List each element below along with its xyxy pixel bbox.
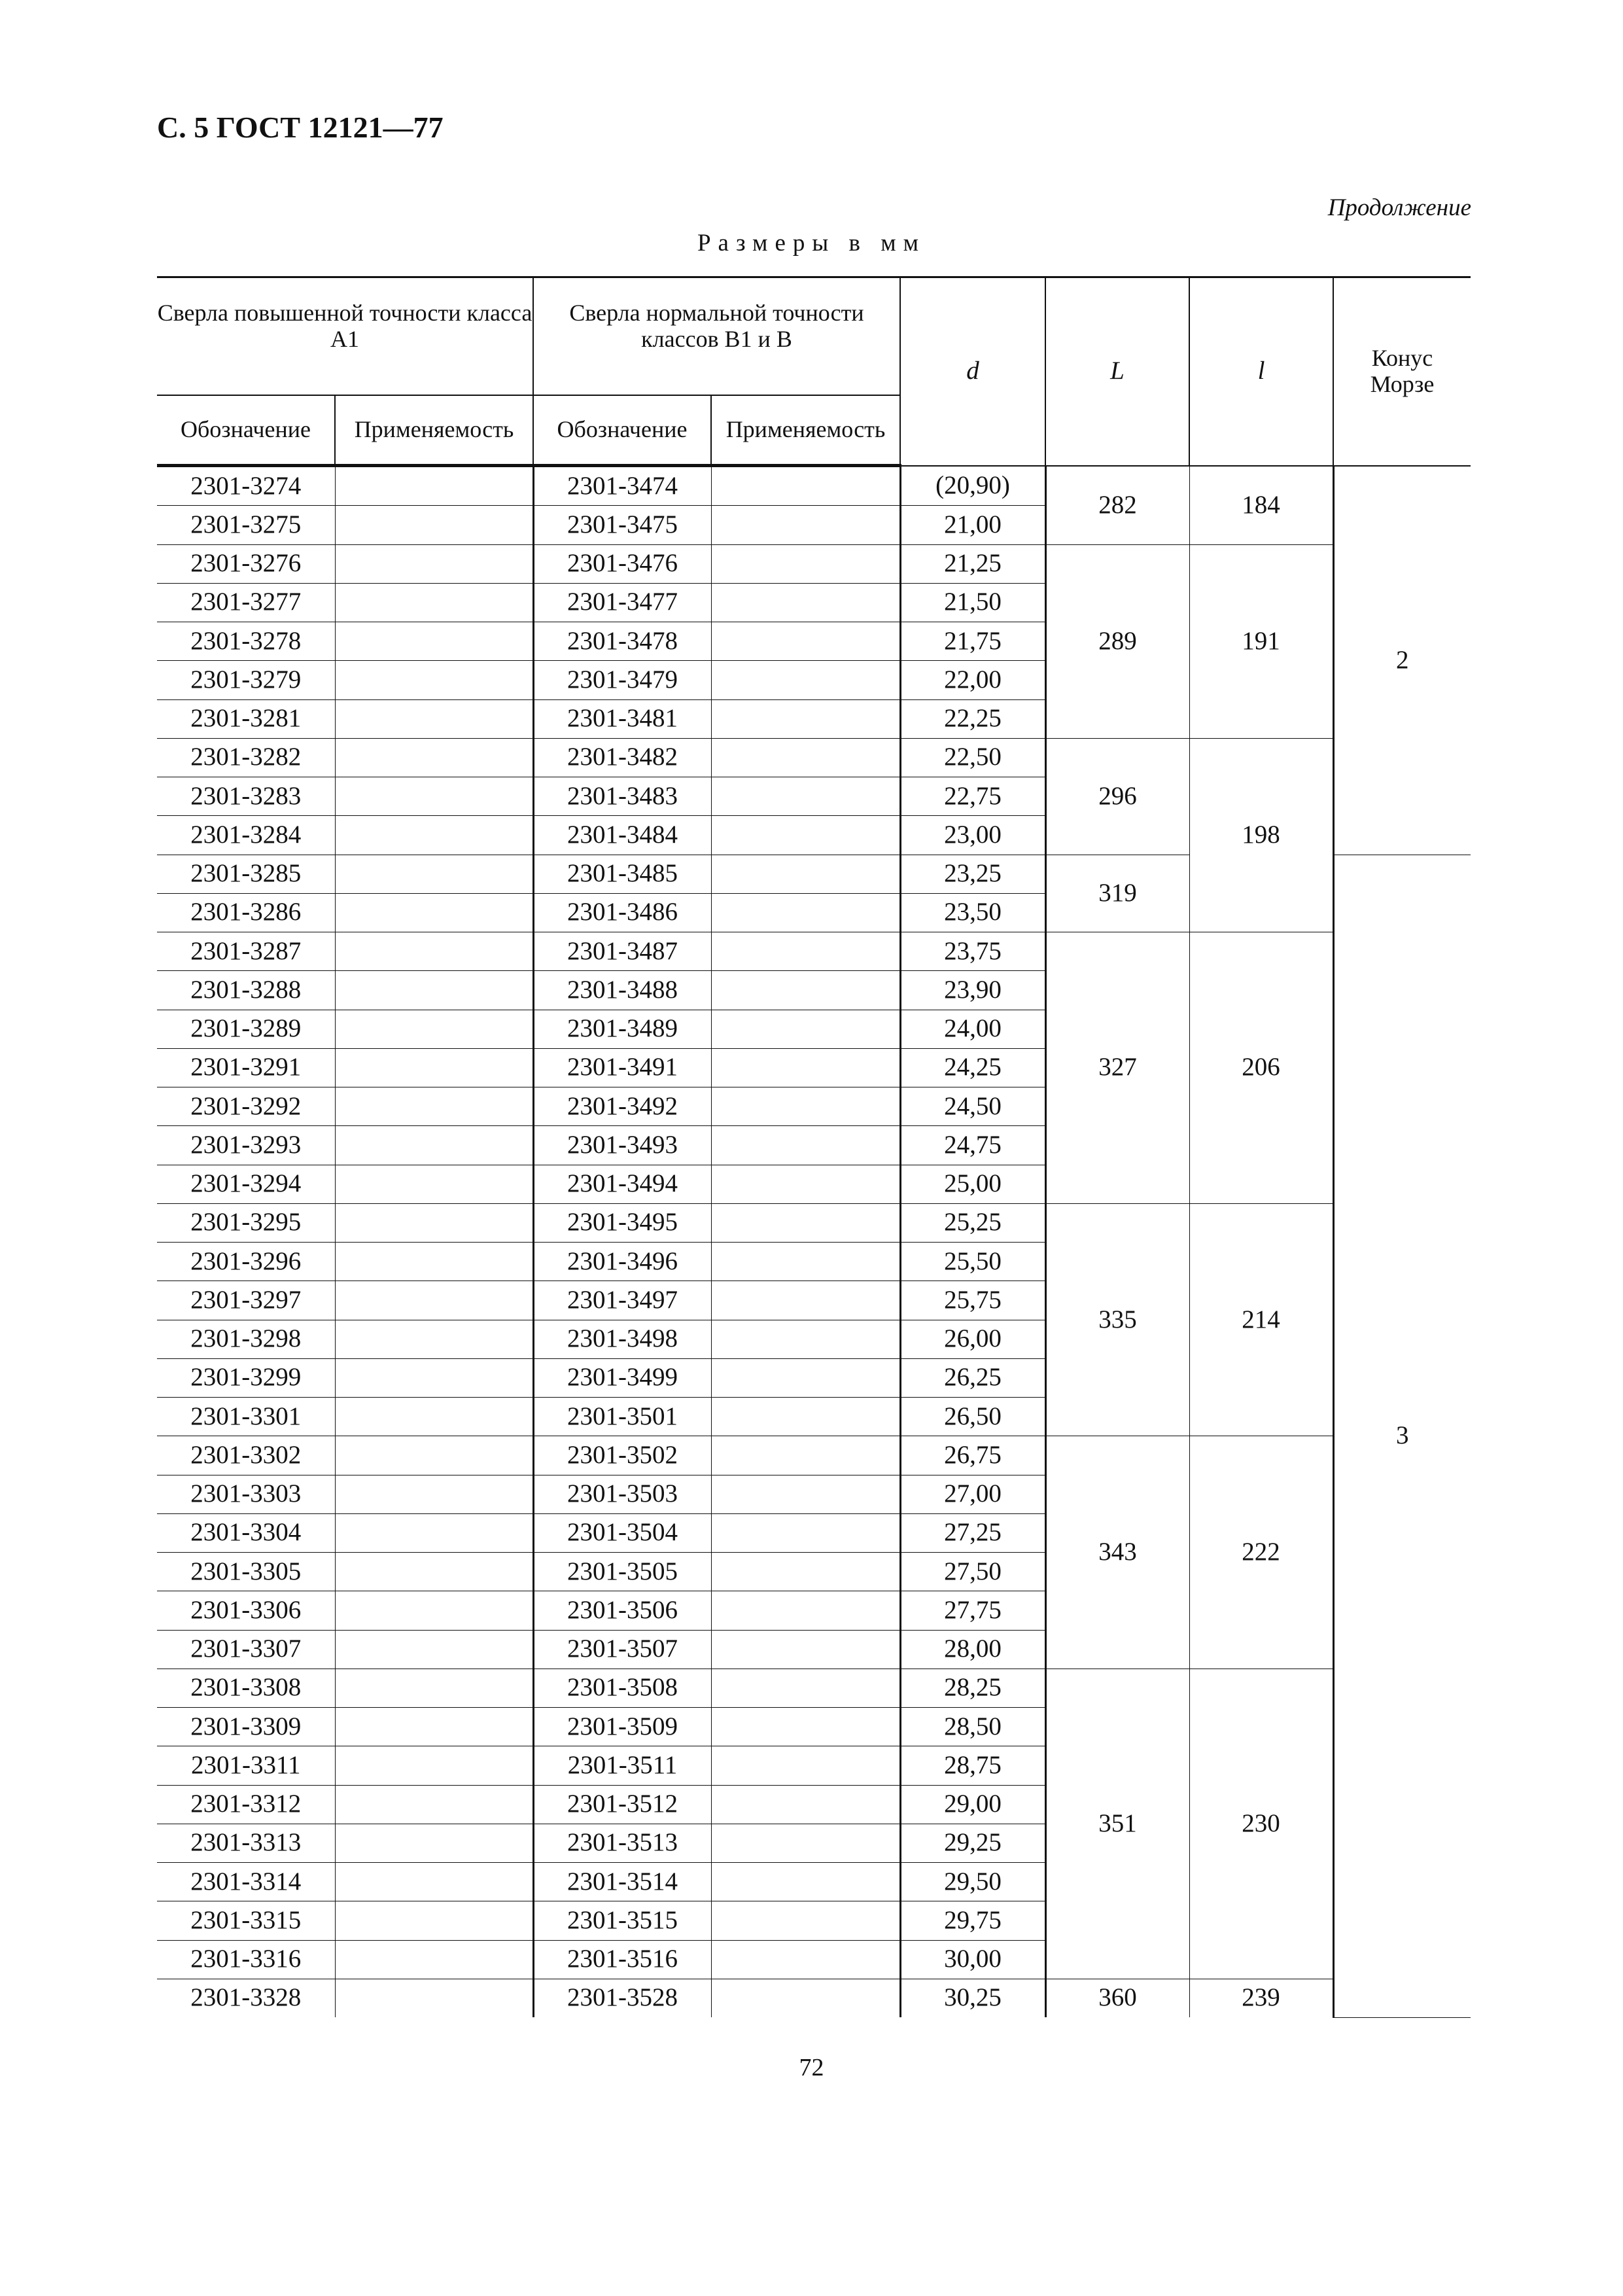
designation-a1-cell: 2301-3306	[157, 1591, 335, 1630]
designation-a1-cell: 2301-3285	[157, 855, 335, 893]
diameter-cell: 24,50	[900, 1087, 1045, 1126]
diameter-cell: 26,25	[900, 1358, 1045, 1397]
applicability-b-cell	[711, 1513, 900, 1552]
applicability-a1-cell	[335, 893, 533, 932]
applicability-b-cell	[711, 1398, 900, 1436]
length-l-cell: 184	[1189, 466, 1333, 545]
designation-b-cell: 2301-3528	[533, 1979, 711, 2017]
units-caption: Размеры в мм	[697, 230, 926, 256]
designation-a1-cell: 2301-3274	[157, 466, 335, 506]
designation-b-cell: 2301-3503	[533, 1475, 711, 1513]
page-number: 72	[799, 2054, 824, 2081]
diameter-cell: 30,00	[900, 1940, 1045, 1979]
applicability-b-cell	[711, 777, 900, 816]
morse-cone-cell: 2	[1333, 466, 1471, 855]
designation-a1-cell: 2301-3312	[157, 1785, 335, 1824]
applicability-a1-cell	[335, 1746, 533, 1785]
designation-a1-cell: 2301-3276	[157, 544, 335, 583]
applicability-b-cell	[711, 661, 900, 699]
designation-b-cell: 2301-3475	[533, 506, 711, 544]
designation-b-cell: 2301-3478	[533, 622, 711, 661]
designation-b-cell: 2301-3482	[533, 738, 711, 777]
length-L-cell: 360	[1045, 1979, 1189, 2017]
diameter-cell: 30,25	[900, 1979, 1045, 2017]
designation-a1-cell: 2301-3302	[157, 1436, 335, 1475]
diameter-cell: (20,90)	[900, 466, 1045, 506]
diameter-cell: 28,00	[900, 1630, 1045, 1669]
applicability-b-cell	[711, 1669, 900, 1707]
col-header-b-designation: Обозначение	[533, 395, 711, 466]
length-l-cell: 198	[1189, 738, 1333, 932]
applicability-a1-cell	[335, 971, 533, 1010]
length-l-cell: 214	[1189, 1203, 1333, 1436]
designation-b-cell: 2301-3513	[533, 1824, 711, 1862]
diameter-cell: 23,00	[900, 816, 1045, 855]
designation-a1-cell: 2301-3315	[157, 1901, 335, 1940]
designation-a1-cell: 2301-3283	[157, 777, 335, 816]
table-row	[157, 544, 1471, 583]
designation-b-cell: 2301-3486	[533, 893, 711, 932]
col-header-a1-designation: Обозначение	[157, 395, 335, 466]
designation-a1-cell: 2301-3301	[157, 1398, 335, 1436]
applicability-b-cell	[711, 1087, 900, 1126]
designation-b-cell: 2301-3493	[533, 1126, 711, 1165]
designation-a1-cell: 2301-3293	[157, 1126, 335, 1165]
designation-a1-cell: 2301-3291	[157, 1048, 335, 1087]
applicability-a1-cell	[335, 1203, 533, 1242]
applicability-a1-cell	[335, 1358, 533, 1397]
continuation-label: Продолжение	[1327, 194, 1471, 221]
applicability-b-cell	[711, 1436, 900, 1475]
applicability-b-cell	[711, 1010, 900, 1048]
designation-a1-cell: 2301-3289	[157, 1010, 335, 1048]
applicability-b-cell	[711, 1824, 900, 1862]
designation-a1-cell: 2301-3287	[157, 932, 335, 971]
designation-a1-cell: 2301-3309	[157, 1708, 335, 1746]
applicability-a1-cell	[335, 1010, 533, 1048]
applicability-b-cell	[711, 1863, 900, 1901]
applicability-b-cell	[711, 506, 900, 544]
applicability-b-cell	[711, 893, 900, 932]
designation-a1-cell: 2301-3328	[157, 1979, 335, 2017]
applicability-b-cell	[711, 932, 900, 971]
designation-a1-cell: 2301-3313	[157, 1824, 335, 1862]
length-L-cell: 296	[1045, 738, 1189, 855]
diameter-cell: 23,75	[900, 932, 1045, 971]
designation-a1-cell: 2301-3288	[157, 971, 335, 1010]
applicability-a1-cell	[335, 544, 533, 583]
designation-a1-cell: 2301-3292	[157, 1087, 335, 1126]
length-L-cell: 327	[1045, 932, 1189, 1204]
table-row	[157, 1669, 1471, 1707]
designation-b-cell: 2301-3497	[533, 1281, 711, 1320]
designation-a1-cell: 2301-3314	[157, 1863, 335, 1901]
group-header-b: Сверла нормальной точности классов В1 и В	[533, 277, 900, 396]
designation-a1-cell: 2301-3278	[157, 622, 335, 661]
applicability-a1-cell	[335, 1398, 533, 1436]
designation-a1-cell: 2301-3316	[157, 1940, 335, 1979]
applicability-b-cell	[711, 1708, 900, 1746]
applicability-a1-cell	[335, 1901, 533, 1940]
designation-b-cell: 2301-3484	[533, 816, 711, 855]
designation-b-cell: 2301-3502	[533, 1436, 711, 1475]
applicability-b-cell	[711, 1048, 900, 1087]
length-l-cell: 222	[1189, 1436, 1333, 1669]
applicability-a1-cell	[335, 466, 533, 506]
length-L-cell: 282	[1045, 466, 1189, 545]
applicability-b-cell	[711, 1165, 900, 1203]
designation-a1-cell: 2301-3303	[157, 1475, 335, 1513]
length-l-cell: 230	[1189, 1669, 1333, 1979]
applicability-a1-cell	[335, 1087, 533, 1126]
applicability-a1-cell	[335, 738, 533, 777]
diameter-cell: 24,25	[900, 1048, 1045, 1087]
designation-a1-cell: 2301-3311	[157, 1746, 335, 1785]
designation-b-cell: 2301-3509	[533, 1708, 711, 1746]
designation-b-cell: 2301-3516	[533, 1940, 711, 1979]
designation-b-cell: 2301-3485	[533, 855, 711, 893]
table-row	[157, 1203, 1471, 1242]
diameter-cell: 23,50	[900, 893, 1045, 932]
designation-b-cell: 2301-3481	[533, 699, 711, 738]
diameter-cell: 23,90	[900, 971, 1045, 1010]
applicability-b-cell	[711, 816, 900, 855]
designation-a1-cell: 2301-3282	[157, 738, 335, 777]
applicability-a1-cell	[335, 855, 533, 893]
designation-a1-cell: 2301-3295	[157, 1203, 335, 1242]
applicability-b-cell	[711, 1785, 900, 1824]
applicability-a1-cell	[335, 1513, 533, 1552]
designation-a1-cell: 2301-3305	[157, 1553, 335, 1591]
designation-a1-cell: 2301-3307	[157, 1630, 335, 1669]
designation-a1-cell: 2301-3296	[157, 1243, 335, 1281]
applicability-b-cell	[711, 1746, 900, 1785]
applicability-a1-cell	[335, 699, 533, 738]
table-row	[157, 1436, 1471, 1475]
applicability-b-cell	[711, 1901, 900, 1940]
applicability-b-cell	[711, 1591, 900, 1630]
table-row	[157, 1979, 1471, 2017]
designation-b-cell: 2301-3511	[533, 1746, 711, 1785]
applicability-b-cell	[711, 1243, 900, 1281]
diameter-cell: 22,25	[900, 699, 1045, 738]
diameter-cell: 22,50	[900, 738, 1045, 777]
diameter-cell: 29,00	[900, 1785, 1045, 1824]
morse-cone-cell: 3	[1333, 855, 1471, 2017]
designation-a1-cell: 2301-3284	[157, 816, 335, 855]
designation-b-cell: 2301-3504	[533, 1513, 711, 1552]
designation-a1-cell: 2301-3304	[157, 1513, 335, 1552]
applicability-b-cell	[711, 1320, 900, 1358]
length-L-cell: 289	[1045, 544, 1189, 738]
length-l-cell: 206	[1189, 932, 1333, 1204]
diameter-cell: 24,75	[900, 1126, 1045, 1165]
table-row	[157, 738, 1471, 777]
applicability-a1-cell	[335, 622, 533, 661]
diameter-cell: 26,75	[900, 1436, 1045, 1475]
designation-b-cell: 2301-3474	[533, 466, 711, 506]
designation-a1-cell: 2301-3281	[157, 699, 335, 738]
diameter-cell: 27,50	[900, 1553, 1045, 1591]
diameter-cell: 28,50	[900, 1708, 1045, 1746]
applicability-b-cell	[711, 699, 900, 738]
diameter-cell: 28,75	[900, 1746, 1045, 1785]
designation-b-cell: 2301-3507	[533, 1630, 711, 1669]
group-header-a1: Сверла повышенной точности класса А1	[157, 277, 533, 396]
diameter-cell: 21,75	[900, 622, 1045, 661]
drill-spec-table	[157, 276, 1471, 2018]
diameter-cell: 21,25	[900, 544, 1045, 583]
diameter-cell: 29,75	[900, 1901, 1045, 1940]
designation-b-cell: 2301-3491	[533, 1048, 711, 1087]
applicability-b-cell	[711, 738, 900, 777]
designation-a1-cell: 2301-3299	[157, 1358, 335, 1397]
applicability-b-cell	[711, 622, 900, 661]
diameter-cell: 21,50	[900, 583, 1045, 622]
designation-b-cell: 2301-3512	[533, 1785, 711, 1824]
applicability-b-cell	[711, 971, 900, 1010]
applicability-a1-cell	[335, 1591, 533, 1630]
col-header-morse-cone: Конус Морзе	[1333, 277, 1471, 466]
applicability-a1-cell	[335, 777, 533, 816]
designation-b-cell: 2301-3499	[533, 1358, 711, 1397]
designation-b-cell: 2301-3495	[533, 1203, 711, 1242]
applicability-b-cell	[711, 1940, 900, 1979]
designation-b-cell: 2301-3498	[533, 1320, 711, 1358]
applicability-b-cell	[711, 1979, 900, 2017]
applicability-a1-cell	[335, 1126, 533, 1165]
diameter-cell: 27,25	[900, 1513, 1045, 1552]
designation-b-cell: 2301-3506	[533, 1591, 711, 1630]
diameter-cell: 26,50	[900, 1398, 1045, 1436]
applicability-a1-cell	[335, 1320, 533, 1358]
designation-a1-cell: 2301-3294	[157, 1165, 335, 1203]
applicability-a1-cell	[335, 1979, 533, 2017]
diameter-cell: 24,00	[900, 1010, 1045, 1048]
diameter-cell: 22,75	[900, 777, 1045, 816]
designation-b-cell: 2301-3483	[533, 777, 711, 816]
applicability-b-cell	[711, 1126, 900, 1165]
length-L-cell: 343	[1045, 1436, 1189, 1669]
applicability-a1-cell	[335, 1048, 533, 1087]
applicability-a1-cell	[335, 816, 533, 855]
applicability-b-cell	[711, 1203, 900, 1242]
designation-b-cell: 2301-3515	[533, 1901, 711, 1940]
designation-b-cell: 2301-3514	[533, 1863, 711, 1901]
applicability-a1-cell	[335, 1863, 533, 1901]
diameter-cell: 23,25	[900, 855, 1045, 893]
designation-b-cell: 2301-3477	[533, 583, 711, 622]
table-row	[157, 466, 1471, 506]
diameter-cell: 25,25	[900, 1203, 1045, 1242]
diameter-cell: 29,50	[900, 1863, 1045, 1901]
diameter-cell: 25,00	[900, 1165, 1045, 1203]
applicability-b-cell	[711, 544, 900, 583]
applicability-a1-cell	[335, 1243, 533, 1281]
designation-b-cell: 2301-3505	[533, 1553, 711, 1591]
applicability-a1-cell	[335, 1669, 533, 1707]
applicability-b-cell	[711, 855, 900, 893]
diameter-cell: 22,00	[900, 661, 1045, 699]
designation-b-cell: 2301-3476	[533, 544, 711, 583]
col-header-b-applicability: Применяемость	[711, 395, 900, 466]
designation-b-cell: 2301-3496	[533, 1243, 711, 1281]
diameter-cell: 29,25	[900, 1824, 1045, 1862]
diameter-cell: 26,00	[900, 1320, 1045, 1358]
applicability-a1-cell	[335, 1940, 533, 1979]
diameter-cell: 25,75	[900, 1281, 1045, 1320]
applicability-a1-cell	[335, 1630, 533, 1669]
applicability-a1-cell	[335, 1553, 533, 1591]
designation-b-cell: 2301-3489	[533, 1010, 711, 1048]
applicability-b-cell	[711, 583, 900, 622]
applicability-a1-cell	[335, 506, 533, 544]
drill-spec-table-wrap	[157, 276, 1471, 2018]
col-header-l: l	[1189, 277, 1333, 466]
applicability-a1-cell	[335, 932, 533, 971]
length-l-cell: 239	[1189, 1979, 1333, 2017]
applicability-a1-cell	[335, 1281, 533, 1320]
designation-b-cell: 2301-3479	[533, 661, 711, 699]
applicability-a1-cell	[335, 1708, 533, 1746]
designation-a1-cell: 2301-3275	[157, 506, 335, 544]
drill-spec-table-body	[157, 466, 1471, 2018]
diameter-cell: 21,00	[900, 506, 1045, 544]
applicability-a1-cell	[335, 1785, 533, 1824]
length-l-cell: 191	[1189, 544, 1333, 738]
designation-a1-cell: 2301-3308	[157, 1669, 335, 1707]
col-header-a1-applicability: Применяемость	[335, 395, 533, 466]
page-header: С. 5 ГОСТ 12121—77	[157, 111, 444, 144]
table-row	[157, 932, 1471, 971]
diameter-cell: 27,00	[900, 1475, 1045, 1513]
applicability-a1-cell	[335, 1475, 533, 1513]
length-L-cell: 351	[1045, 1669, 1189, 1979]
designation-b-cell: 2301-3508	[533, 1669, 711, 1707]
length-L-cell: 335	[1045, 1203, 1189, 1436]
applicability-a1-cell	[335, 583, 533, 622]
applicability-b-cell	[711, 1553, 900, 1591]
col-header-d: d	[900, 277, 1045, 466]
designation-b-cell: 2301-3494	[533, 1165, 711, 1203]
designation-a1-cell: 2301-3279	[157, 661, 335, 699]
designation-a1-cell: 2301-3297	[157, 1281, 335, 1320]
designation-a1-cell: 2301-3277	[157, 583, 335, 622]
diameter-cell: 27,75	[900, 1591, 1045, 1630]
applicability-a1-cell	[335, 661, 533, 699]
designation-b-cell: 2301-3501	[533, 1398, 711, 1436]
applicability-a1-cell	[335, 1436, 533, 1475]
designation-a1-cell: 2301-3286	[157, 893, 335, 932]
designation-b-cell: 2301-3488	[533, 971, 711, 1010]
applicability-b-cell	[711, 1358, 900, 1397]
diameter-cell: 25,50	[900, 1243, 1045, 1281]
designation-b-cell: 2301-3487	[533, 932, 711, 971]
applicability-a1-cell	[335, 1824, 533, 1862]
designation-a1-cell: 2301-3298	[157, 1320, 335, 1358]
col-header-L: L	[1045, 277, 1189, 466]
applicability-b-cell	[711, 1630, 900, 1669]
applicability-b-cell	[711, 466, 900, 506]
length-L-cell: 319	[1045, 855, 1189, 932]
designation-b-cell: 2301-3492	[533, 1087, 711, 1126]
applicability-b-cell	[711, 1475, 900, 1513]
diameter-cell: 28,25	[900, 1669, 1045, 1707]
applicability-b-cell	[711, 1281, 900, 1320]
applicability-a1-cell	[335, 1165, 533, 1203]
